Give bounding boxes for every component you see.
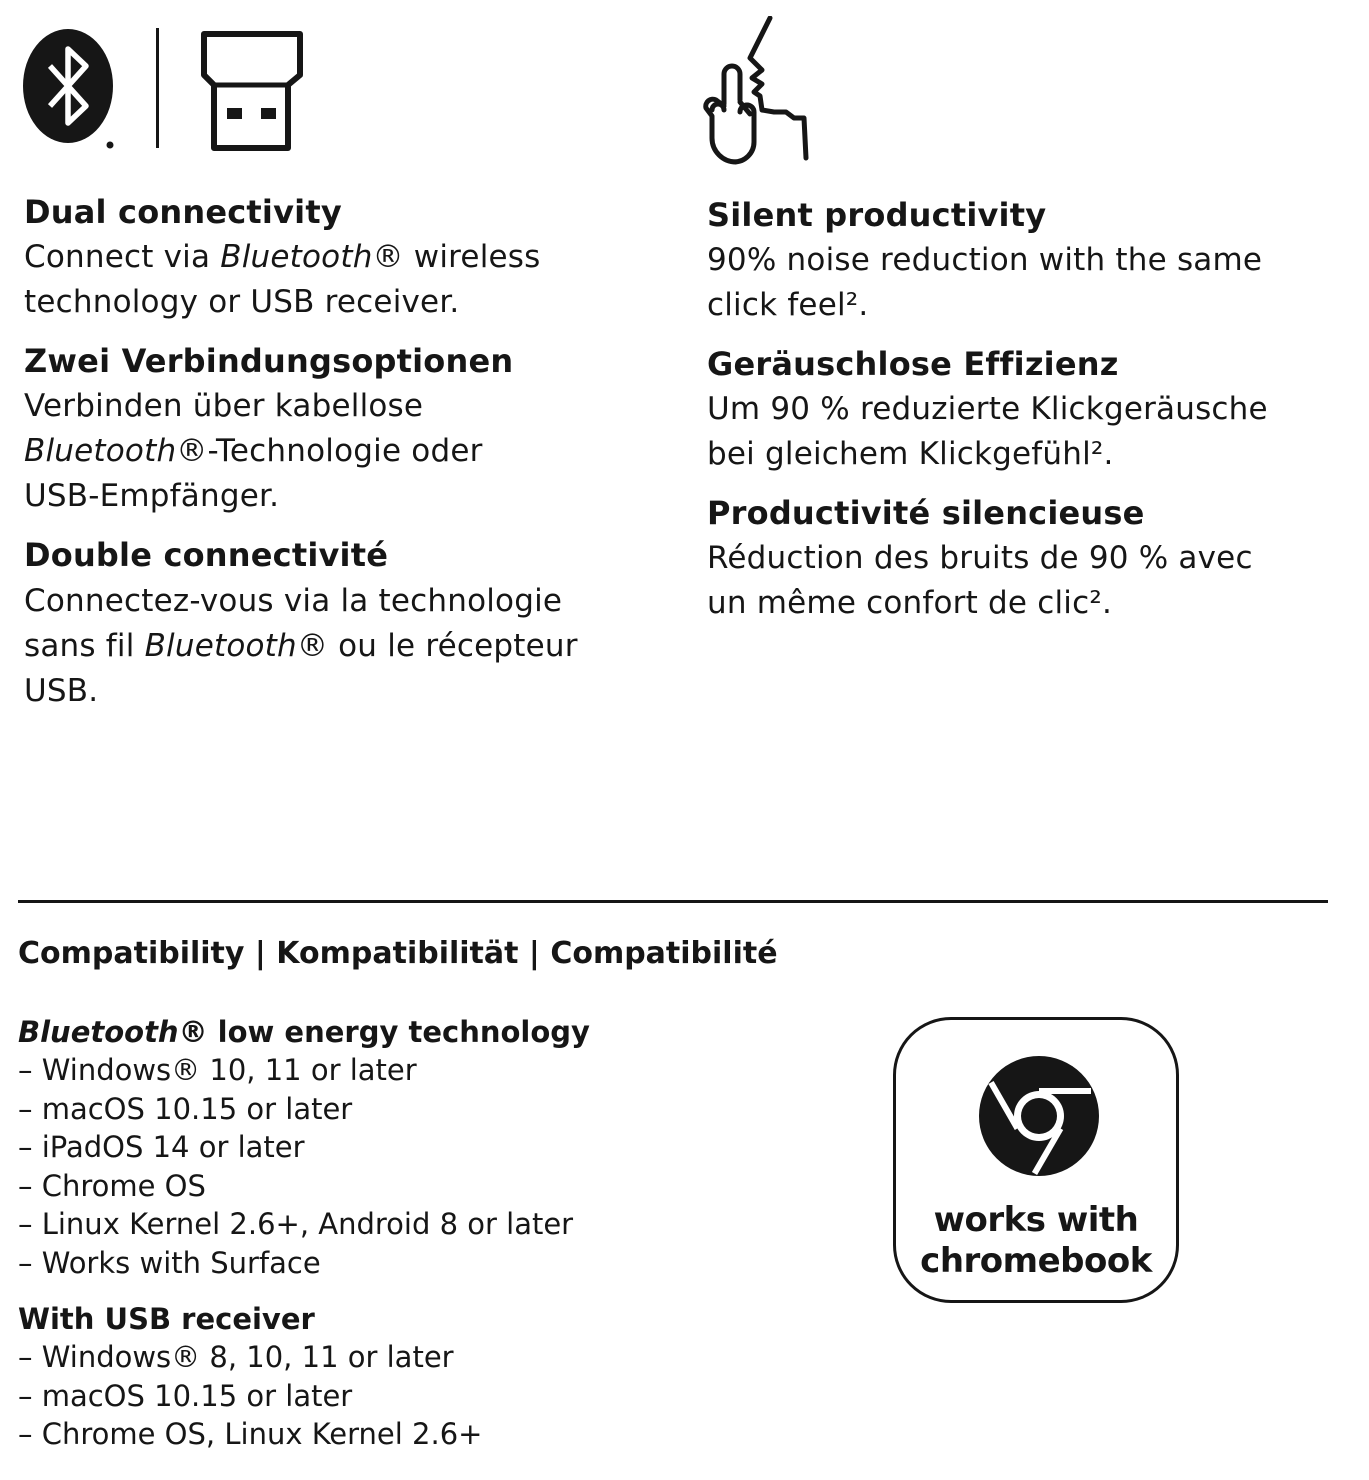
usb-compat-list xyxy=(18,1338,482,1454)
text-line: Connectez-vous via la technologie xyxy=(24,583,563,619)
section-divider xyxy=(18,900,1328,903)
connectivity-title-de: Zwei Verbindungsoptionen xyxy=(24,342,514,380)
silent-title-en: Silent productivity xyxy=(707,196,1047,234)
list-item: – Windows® 8, 10, 11 or later xyxy=(18,1340,454,1374)
text-line: Bluetooth®-Technologie oder xyxy=(24,433,483,469)
chrome-logo-icon xyxy=(977,1054,1101,1178)
text-line: click feel². xyxy=(707,287,869,323)
list-item: – Works with Surface xyxy=(18,1245,321,1280)
list-item: – Windows® 10, 11 or later xyxy=(18,1053,417,1087)
list-item: – macOS 10.15 or later xyxy=(18,1378,353,1413)
silent-title-de: Geräuschlose Effizienz xyxy=(707,345,1119,383)
text-line: 90% noise reduction with the same xyxy=(707,242,1263,278)
connectivity-text-de xyxy=(24,384,483,519)
list-item: – iPadOS 14 or later xyxy=(18,1130,305,1164)
silent-text-de xyxy=(707,387,1268,477)
text-line: USB-Empfänger. xyxy=(24,478,280,514)
connectivity-title-fr: Double connectivité xyxy=(24,536,389,574)
text-line: bei gleichem Klickgefühl². xyxy=(707,436,1114,472)
text-line: Um 90 % reduzierte Klickgeräusche xyxy=(707,391,1268,427)
usb-compat-heading: With USB receiver xyxy=(18,1302,315,1336)
works-with-chromebook-badge xyxy=(893,1017,1179,1303)
connectivity-title-en: Dual connectivity xyxy=(24,193,342,231)
list-item: – macOS 10.15 or later xyxy=(18,1091,353,1126)
bluetooth-logo-icon xyxy=(22,28,122,153)
text-line: Réduction des bruits de 90 % avec xyxy=(707,540,1253,576)
usb-receiver-icon xyxy=(200,30,304,152)
badge-line: chromebook xyxy=(920,1241,1152,1281)
text-line: un même confort de clic². xyxy=(707,585,1113,621)
list-item: – Chrome OS xyxy=(18,1168,206,1203)
compatibility-title: Compatibility | Kompatibilität | Compatibilité xyxy=(18,936,778,971)
silent-text-en xyxy=(707,238,1262,328)
list-item: – Linux Kernel 2.6+, Android 8 or later xyxy=(18,1207,574,1241)
silent-finger-on-lips-icon xyxy=(700,16,812,168)
text-line: USB. xyxy=(24,673,99,709)
text-line: Verbinden über kabellose xyxy=(24,388,424,424)
bluetooth-compat-heading: Bluetooth® low energy technology xyxy=(18,1015,590,1049)
icon-separator xyxy=(156,28,159,148)
text-line: sans fil Bluetooth® ou le récepteur xyxy=(24,628,578,664)
silent-title-fr: Productivité silencieuse xyxy=(707,494,1145,532)
badge-line: works with xyxy=(933,1200,1139,1240)
silent-text-fr xyxy=(707,536,1253,626)
list-item: – Chrome OS, Linux Kernel 2.6+ xyxy=(18,1417,483,1451)
badge-text xyxy=(896,1200,1176,1282)
text-line: Connect via Bluetooth® wireless xyxy=(24,239,541,275)
connectivity-text-en xyxy=(24,235,541,325)
text-line: technology or USB receiver. xyxy=(24,284,460,320)
bluetooth-compat-list xyxy=(18,1051,573,1282)
connectivity-text-fr xyxy=(24,579,578,714)
